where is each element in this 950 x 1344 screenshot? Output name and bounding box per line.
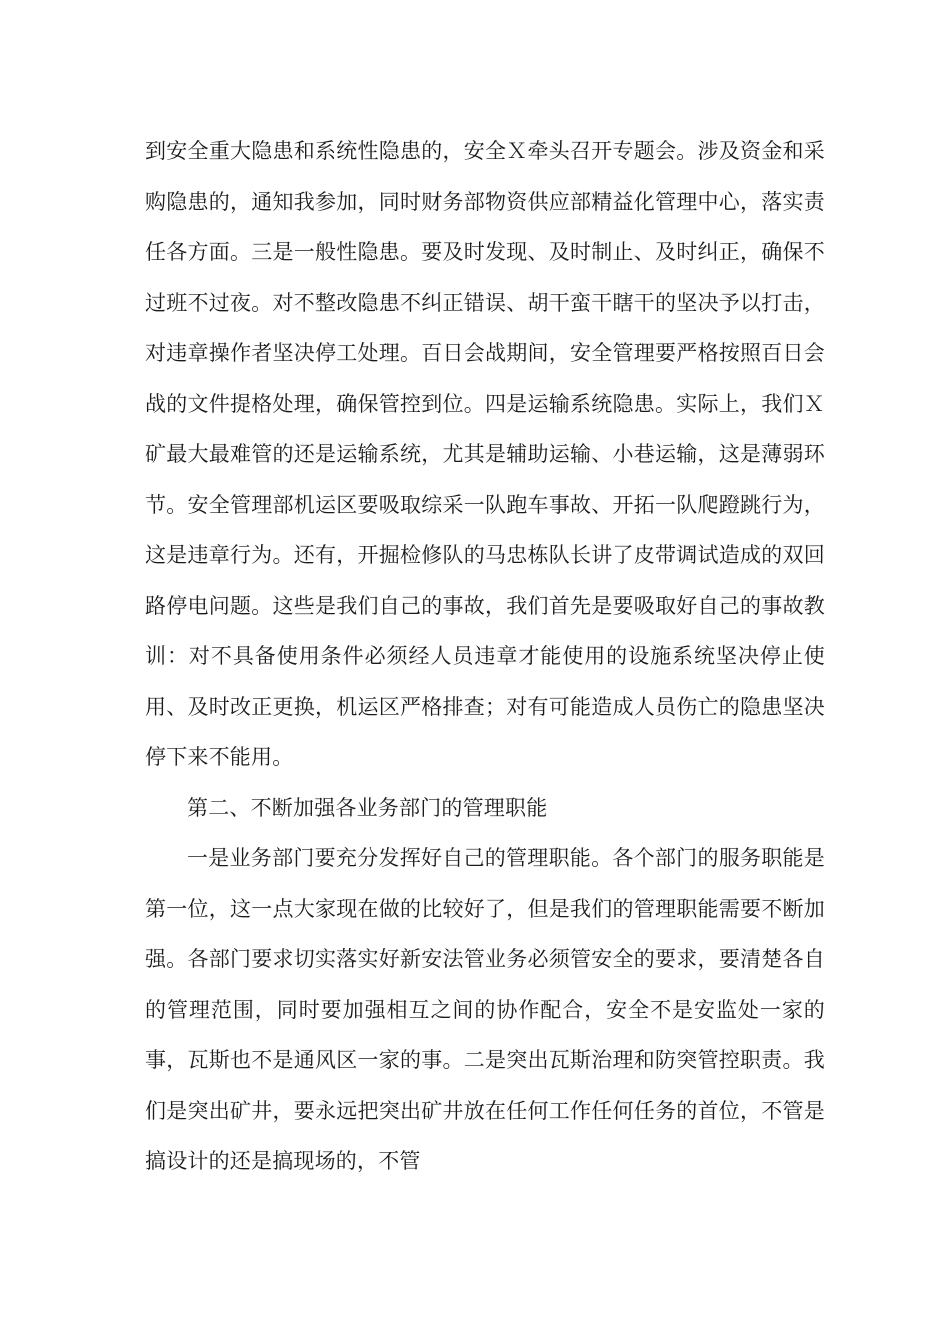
- document-body: [145, 126, 825, 1187]
- paragraph-continuation: 到安全重大隐患和系统性隐患的，安全Ｘ牵头召开专题会。涉及资金和采购隐患的，通知我参加，同时财务部物资供应部精益化管理中心，落实责任各方面。三是一般性隐患。要及时发现、及时制止、及时纠正，确保不过班不过夜。对不整改隐患不纠正错误、胡干蛮干瞎干的坚决予以打击，对违章操作者坚决停工处理。百日会战期间，安全管理要严格按照百日会战的文件提格处理，确保管控到位。四是运输系统隐患。实际上，我们Ｘ矿最大最难管的还是运输系统，尤其是辅助运输、小巷运输，这是薄弱环节。安全管理部机运区要吸取综采一队跑车事故、开拓一队爬蹬跳行为，这是违章行为。还有，开掘检修队的马忠栋队长讲了皮带调试造成的双回路停电问题。这些是我们自己的事故，我们首先是要吸取好自己的事故教训：对不具备使用条件必须经人员违章才能使用的设施系统坚决停止使用、及时改正更换，机运区严格排查；对有可能造成人员伤亡的隐患坚决停下来不能用。: [145, 139, 825, 769]
- paragraph-management-functions: 一是业务部门要充分发挥好自己的管理职能。各个部门的服务职能是第一位，这一点大家现在做的比较好了，但是我们的管理职能需要不断加强。各部门要求切实落实好新安法管业务必须管安全的要求，要清楚各自的管理范围，同时要加强相互之间的协作配合，安全不是安监处一家的事，瓦斯也不是通风区一家的事。二是突出瓦斯治理和防突管控职责。我们是突出矿井，要永远把突出矿井放在任何工作任何任务的首位，不管是搞设计的还是搞现场的，不管: [145, 846, 825, 1173]
- section-heading: 第二、不断加强各业务部门的管理职能: [187, 795, 548, 820]
